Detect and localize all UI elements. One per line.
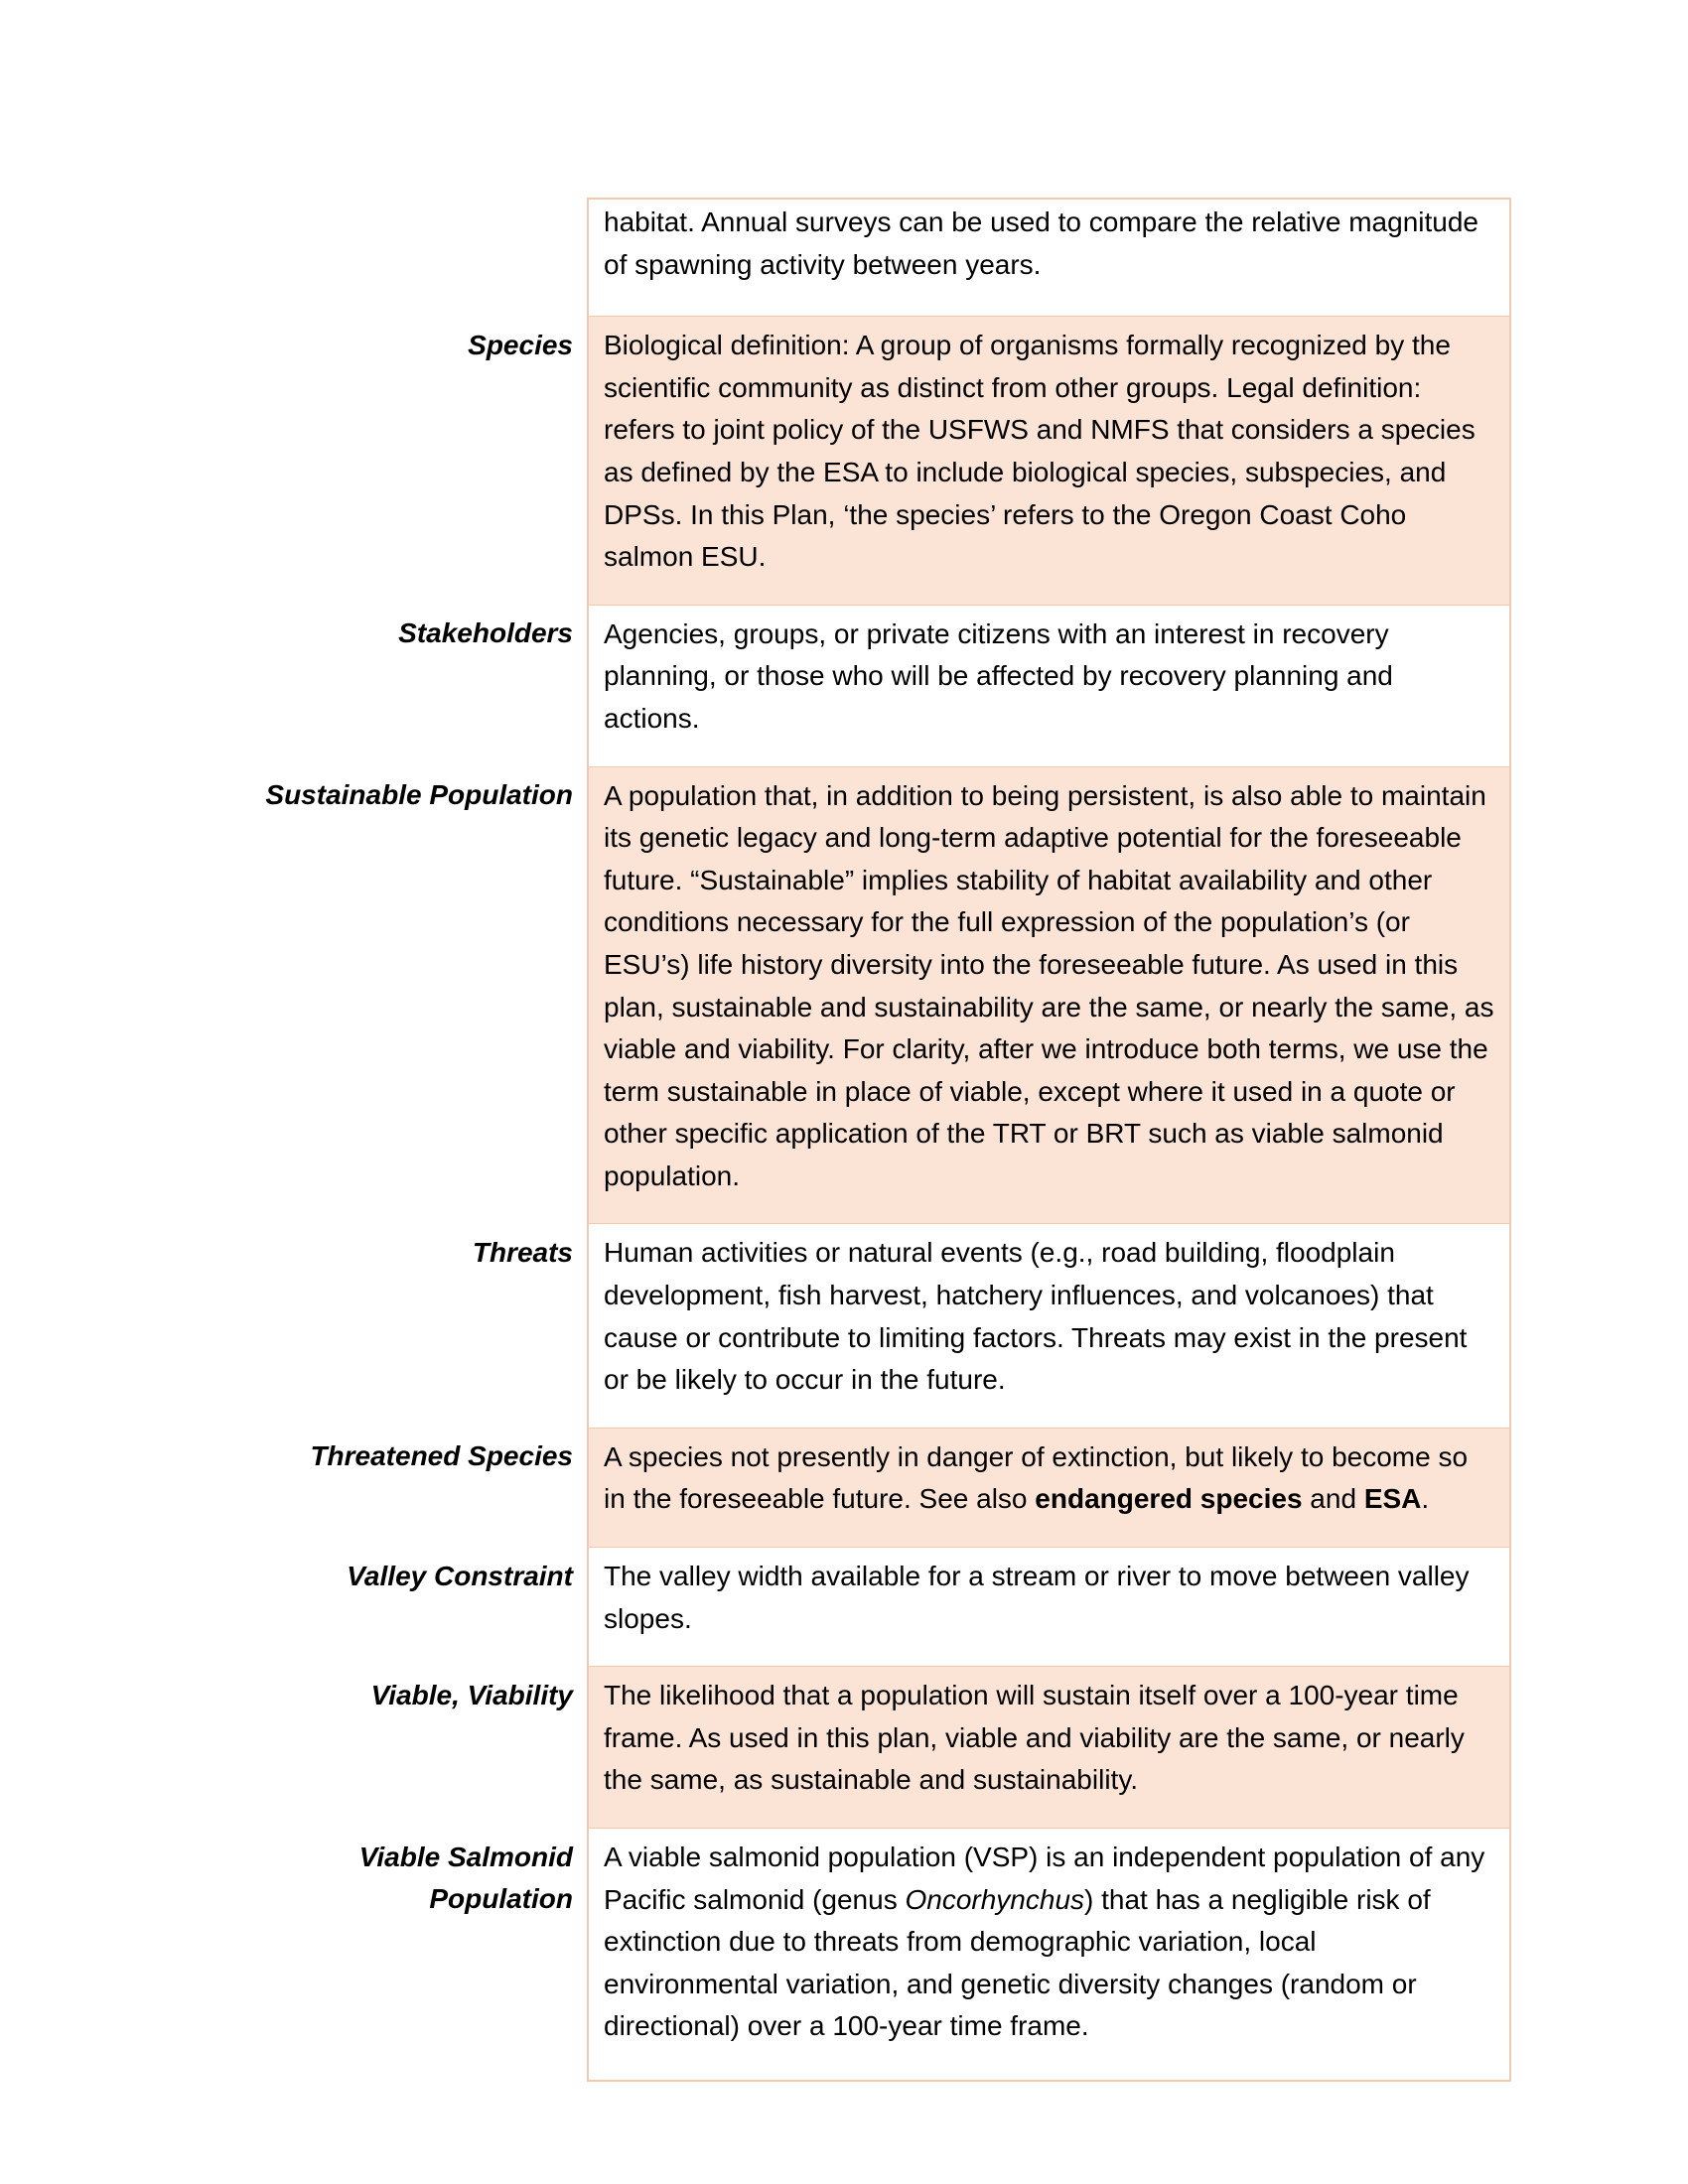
- glossary-term: Viable Salmonid Population: [358, 1841, 573, 1915]
- glossary-row: [222, 199, 1510, 317]
- glossary-row: [222, 1829, 1510, 2081]
- cross-reference-endangered-species: endangered species: [1035, 1483, 1303, 1515]
- glossary-row: [222, 1667, 1510, 1829]
- glossary-definition: habitat. Annual surveys can be used to compare the relative magnitude of spawning activity between years.: [588, 199, 1510, 317]
- definition-text: A viable salmonid population (VSP) is an independent population of any Pacific salmonid (genus: [604, 1842, 1485, 1915]
- definition-text: and: [1302, 1483, 1364, 1515]
- glossary-definition: Agencies, groups, or private citizens with an interest in recovery planning, or those who will be affected by recovery planning and actions.: [588, 605, 1510, 766]
- glossary-term: Sustainable Population: [265, 779, 573, 811]
- glossary-definition: [588, 1428, 1510, 1547]
- glossary-definition: The likelihood that a population will sustain itself over a 100-year time frame. As used in this plan, viable and viability are the same, or nearly the same, as sustainable and sustainability.: [588, 1667, 1510, 1829]
- glossary-term: [222, 199, 588, 317]
- glossary-row: [222, 605, 1510, 766]
- glossary-definition: The valley width available for a stream or river to move between valley slopes.: [588, 1548, 1510, 1667]
- glossary-row: [222, 317, 1510, 606]
- glossary-row: [222, 1548, 1510, 1667]
- glossary-definition: Biological definition: A group of organisms formally recognized by the scientific community as distinct from other groups. Legal definition: refers to joint policy of the USFWS and NMFS that considers a species as defined by the ESA to include biological species, subspecies, and DPSs. In this Plan, ‘the species’ refers to the Oregon Coast Coho salmon ESU.: [588, 317, 1510, 606]
- glossary-term: Threatened Species: [310, 1440, 573, 1472]
- definition-text: ) that has a negligible risk of extinction due to threats from demographic variation, local environmental variation, and genetic diversity changes (random or directional) over a 100-year time frame.: [604, 1883, 1431, 2042]
- cross-reference-esa: ESA: [1363, 1483, 1422, 1515]
- glossary-definition: A population that, in addition to being persistent, is also able to maintain its genetic legacy and long-term adaptive potential for the foreseeable future. “Sustainable” implies stability of habitat availability and other conditions necessary for the full expression of the population’s (or ESU’s) life history diversity into the foreseeable future. As used in this plan, sustainable and sustainability are the same, or nearly the same, as viable and viability. For clarity, after we introduce both terms, we use the term sustainable in place of viable, except where it used in a quote or other specific application of the TRT or BRT such as viable salmonid population.: [588, 766, 1510, 1224]
- glossary-row: [222, 1224, 1510, 1428]
- glossary-row: [222, 1428, 1510, 1547]
- definition-text: A species not presently in danger of extinction, but likely to become so in the foreseeable future. See also: [604, 1440, 1469, 1515]
- glossary-term: Viable, Viability: [370, 1679, 573, 1710]
- glossary-definition: [588, 1829, 1510, 2081]
- glossary-definition: Human activities or natural events (e.g., road building, floodplain development, fish harvest, hatchery influences, and volcanoes) that cause or contribute to limiting factors. Threats may exist in the present or be likely to occur in the future.: [588, 1224, 1510, 1428]
- glossary-term: Species: [468, 329, 573, 360]
- glossary-row: [222, 766, 1510, 1224]
- glossary-term: Threats: [472, 1236, 573, 1268]
- definition-text: .: [1421, 1483, 1430, 1515]
- genus-name: Oncorhynchus: [905, 1883, 1085, 1915]
- glossary-term: Valley Constraint: [347, 1560, 573, 1591]
- glossary-term: Stakeholders: [398, 617, 573, 649]
- glossary-table: [222, 198, 1511, 2082]
